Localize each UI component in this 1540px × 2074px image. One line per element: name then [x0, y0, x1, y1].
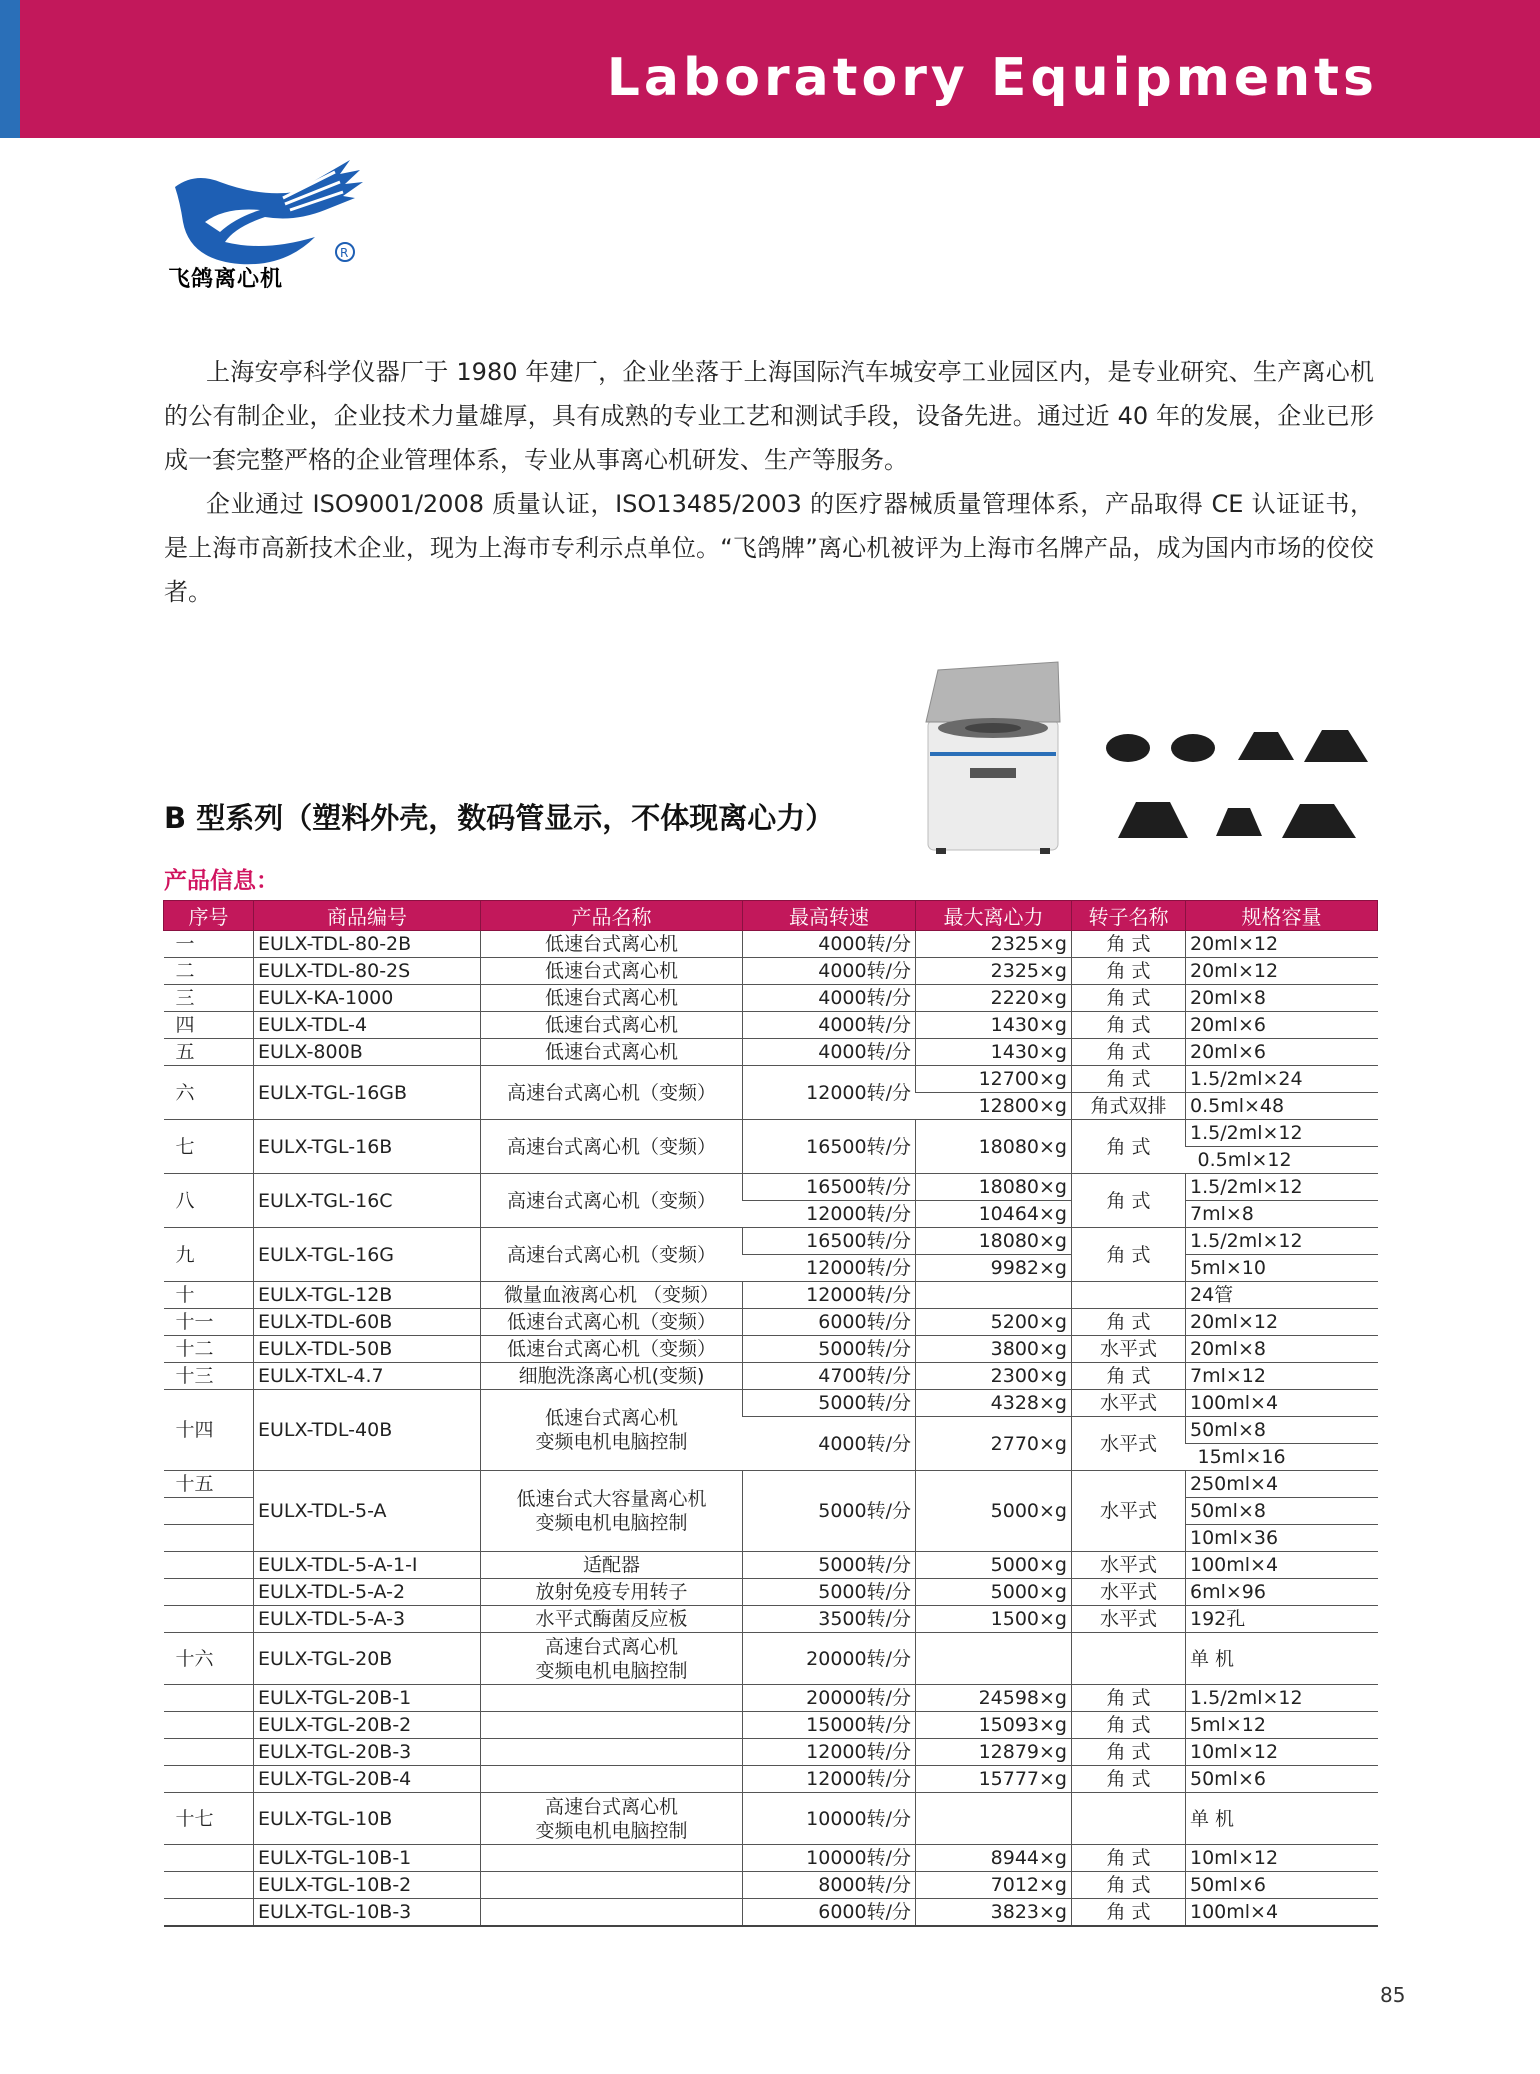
cell-name: 低速台式离心机	[481, 931, 743, 958]
cell-rotor: 角 式	[1072, 1174, 1186, 1228]
cell-code: EULX-TGL-12B	[254, 1282, 481, 1309]
table-row	[164, 1793, 1378, 1845]
cell-speed: 5000转/分	[743, 1471, 916, 1552]
table-row	[164, 985, 1378, 1012]
table-row	[164, 1174, 1378, 1201]
cell-speed: 20000转/分	[743, 1685, 916, 1712]
cell-name	[481, 1899, 743, 1927]
cell-no: 十	[164, 1282, 254, 1309]
cell-capacity: 20ml×6	[1186, 1039, 1378, 1066]
cell-code: EULX-TGL-16B	[254, 1120, 481, 1174]
cell-no	[164, 1579, 254, 1606]
cell-no: 十六	[164, 1633, 254, 1685]
cell-name: 水平式酶菌反应板	[481, 1606, 743, 1633]
cell-speed: 15000转/分	[743, 1712, 916, 1739]
cell-no: 二	[164, 958, 254, 985]
cell-code: EULX-TGL-10B	[254, 1793, 481, 1845]
table-row	[164, 1739, 1378, 1766]
page-number: 85	[1380, 1983, 1406, 2007]
table-row	[164, 1282, 1378, 1309]
rotors-photo	[1098, 708, 1374, 848]
cell-rotor	[1072, 1282, 1186, 1309]
cell-name: 放射免疫专用转子	[481, 1579, 743, 1606]
cell-capacity: 50ml×8	[1186, 1498, 1378, 1525]
centrifuge-photo	[918, 660, 1068, 860]
cell-force: 3800×g	[916, 1336, 1072, 1363]
cell-no: 十二	[164, 1336, 254, 1363]
cell-no: 十一	[164, 1309, 254, 1336]
cell-code: EULX-TXL-4.7	[254, 1363, 481, 1390]
cell-code: EULX-TGL-20B	[254, 1633, 481, 1685]
cell-no: 十三	[164, 1363, 254, 1390]
table-row	[164, 1336, 1378, 1363]
cell-name	[481, 1633, 743, 1685]
cell-no: 十四	[164, 1390, 254, 1471]
cell-rotor	[1072, 1793, 1186, 1845]
cell-name	[481, 1793, 743, 1845]
cell-speed: 4000转/分	[743, 1417, 916, 1471]
cell-capacity: 单 机	[1186, 1793, 1378, 1845]
cell-capacity: 20ml×8	[1186, 1336, 1378, 1363]
cell-speed: 5000转/分	[743, 1552, 916, 1579]
cell-rotor: 角式双排	[1072, 1093, 1186, 1120]
cell-force	[916, 1793, 1072, 1845]
table-row	[164, 1552, 1378, 1579]
cell-no: 八	[164, 1174, 254, 1228]
cell-code: EULX-TGL-10B-3	[254, 1899, 481, 1927]
table-row	[164, 1039, 1378, 1066]
cell-rotor: 角 式	[1072, 1739, 1186, 1766]
cell-capacity: 250ml×4	[1186, 1471, 1378, 1498]
cell-no	[164, 1872, 254, 1899]
intro-paragraph-1: 上海安亭科学仪器厂于 1980 年建厂，企业坐落于上海国际汽车城安亭工业园区内，是专业研究、生产离心机的公有制企业，企业技术力量雄厚，具有成熟的专业工艺和测试手段，设备先进。通过近 40 年的发展，企业已形成一套完整严格的企业管理体系，专业从事离心机研发、生产等服务。	[164, 358, 1374, 474]
product-spec-table	[163, 900, 1378, 1927]
cell-force: 12700×g	[916, 1066, 1072, 1093]
cell-code: EULX-TDL-80-2S	[254, 958, 481, 985]
table-row	[164, 1471, 1378, 1498]
table-row	[164, 1390, 1378, 1417]
cell-rotor: 角 式	[1072, 1363, 1186, 1390]
cell-force: 2220×g	[916, 985, 1072, 1012]
header-accent	[0, 0, 20, 138]
cell-no: 十五	[164, 1471, 254, 1498]
table-row	[164, 1899, 1378, 1927]
cell-speed: 4000转/分	[743, 958, 916, 985]
cell-speed: 16500转/分	[743, 1174, 916, 1201]
cell-name: 低速台式离心机	[481, 985, 743, 1012]
cell-no: 四	[164, 1012, 254, 1039]
cell-speed: 5000转/分	[743, 1579, 916, 1606]
cell-speed: 4700转/分	[743, 1363, 916, 1390]
cell-capacity: 单 机	[1186, 1633, 1378, 1685]
header-cell: 最高转速	[743, 901, 916, 931]
cell-code: EULX-TGL-10B-2	[254, 1872, 481, 1899]
cell-speed: 4000转/分	[743, 1039, 916, 1066]
cell-no	[164, 1552, 254, 1579]
table-row	[164, 1120, 1378, 1147]
cell-rotor: 水平式	[1072, 1417, 1186, 1471]
cell-capacity: 5ml×12	[1186, 1712, 1378, 1739]
cell-force: 5000×g	[916, 1552, 1072, 1579]
cell-capacity: 5ml×10	[1186, 1255, 1378, 1282]
cell-speed: 16500转/分	[743, 1228, 916, 1255]
header-cell: 产品名称	[481, 901, 743, 931]
cell-code: EULX-TDL-5-A-1-I	[254, 1552, 481, 1579]
cell-rotor: 角 式	[1072, 1845, 1186, 1872]
table-row	[164, 1606, 1378, 1633]
cell-force: 2770×g	[916, 1417, 1072, 1471]
cell-code: EULX-TDL-50B	[254, 1336, 481, 1363]
cell-no: 五	[164, 1039, 254, 1066]
cell-no	[164, 1899, 254, 1927]
cell-no	[164, 1766, 254, 1793]
cell-name: 细胞洗涤离心机(变频)	[481, 1363, 743, 1390]
cell-capacity: 20ml×6	[1186, 1012, 1378, 1039]
header-cell: 商品编号	[254, 901, 481, 931]
cell-speed: 3500转/分	[743, 1606, 916, 1633]
header-cell: 转子名称	[1072, 901, 1186, 931]
header-cell: 序号	[164, 901, 254, 931]
cell-name: 低速台式离心机（变频）	[481, 1336, 743, 1363]
cell-no: 七	[164, 1120, 254, 1174]
table-row	[164, 1872, 1378, 1899]
cell-name-line: 变频电机电脑控制	[535, 1512, 688, 1534]
cell-code: EULX-TGL-20B-4	[254, 1766, 481, 1793]
cell-name: 适配器	[481, 1552, 743, 1579]
cell-force: 2325×g	[916, 931, 1072, 958]
cell-force: 24598×g	[916, 1685, 1072, 1712]
cell-rotor: 角 式	[1072, 958, 1186, 985]
cell-code: EULX-KA-1000	[254, 985, 481, 1012]
cell-name	[481, 1471, 743, 1552]
cell-name-line: 变频电机电脑控制	[535, 1659, 688, 1682]
cell-rotor: 角 式	[1072, 1899, 1186, 1927]
header-cell: 规格容量	[1186, 901, 1378, 931]
cell-speed: 10000转/分	[743, 1793, 916, 1845]
cell-capacity: 10ml×12	[1186, 1845, 1378, 1872]
cell-no	[164, 1525, 254, 1552]
cell-name	[481, 1739, 743, 1766]
cell-force: 2325×g	[916, 958, 1072, 985]
cell-speed: 4000转/分	[743, 985, 916, 1012]
cell-no	[164, 1498, 254, 1525]
cell-force: 4328×g	[916, 1390, 1072, 1417]
cell-code: EULX-TGL-20B-1	[254, 1685, 481, 1712]
cell-code: EULX-TGL-16C	[254, 1174, 481, 1228]
cell-force: 18080×g	[916, 1120, 1072, 1174]
cell-name: 低速台式离心机	[481, 1012, 743, 1039]
cell-name-line: 高速台式离心机	[544, 1635, 678, 1658]
cell-speed: 6000转/分	[743, 1309, 916, 1336]
table-row	[164, 1766, 1378, 1793]
cell-force: 18080×g	[916, 1228, 1072, 1255]
cell-name-line: 低速台式大容量离心机	[516, 1488, 707, 1510]
cell-rotor: 角 式	[1072, 1309, 1186, 1336]
table-row	[164, 1012, 1378, 1039]
cell-capacity: 0.5ml×48	[1186, 1093, 1378, 1120]
cell-speed: 12000转/分	[743, 1255, 916, 1282]
cell-capacity: 20ml×12	[1186, 931, 1378, 958]
cell-speed: 12000转/分	[743, 1766, 916, 1793]
cell-speed: 12000转/分	[743, 1282, 916, 1309]
cell-name: 高速台式离心机（变频）	[481, 1066, 743, 1120]
cell-capacity: 1.5/2ml×12	[1186, 1120, 1378, 1147]
cell-rotor: 角 式	[1072, 1066, 1186, 1093]
table-row	[164, 1228, 1378, 1255]
cell-name-line: 变频电机电脑控制	[535, 1819, 688, 1842]
cell-force: 2300×g	[916, 1363, 1072, 1390]
section-title: B 型系列（塑料外壳，数码管显示，不体现离心力）	[164, 801, 835, 835]
cell-force: 12800×g	[916, 1093, 1072, 1120]
cell-name	[481, 1712, 743, 1739]
cell-capacity: 20ml×12	[1186, 1309, 1378, 1336]
intro-paragraph-2: 企业通过 ISO9001/2008 质量认证，ISO13485/2003 的医疗器械质量管理体系，产品取得 CE 认证证书，是上海市高新技术企业，现为上海市专利示点单位。“飞鸽牌”离心机被评为上海市名牌产品，成为国内市场的佼佼者。	[164, 490, 1374, 606]
cell-rotor: 角 式	[1072, 1039, 1186, 1066]
cell-rotor: 水平式	[1072, 1606, 1186, 1633]
cell-code: EULX-TGL-16GB	[254, 1066, 481, 1120]
page-title: Laboratory Equipments	[606, 48, 1378, 108]
cell-name: 低速台式离心机	[481, 958, 743, 985]
cell-rotor: 角 式	[1072, 1012, 1186, 1039]
cell-name: 高速台式离心机（变频）	[481, 1228, 743, 1282]
cell-force: 5000×g	[916, 1579, 1072, 1606]
cell-name	[481, 1845, 743, 1872]
cell-speed: 4000转/分	[743, 931, 916, 958]
cell-no: 九	[164, 1228, 254, 1282]
cell-capacity: 10ml×36	[1186, 1525, 1378, 1552]
cell-speed: 5000转/分	[743, 1336, 916, 1363]
cell-name	[481, 1685, 743, 1712]
cell-code: EULX-TGL-10B-1	[254, 1845, 481, 1872]
cell-rotor: 角 式	[1072, 931, 1186, 958]
cell-code: EULX-TGL-16G	[254, 1228, 481, 1282]
cell-capacity: 50ml×6	[1186, 1872, 1378, 1899]
svg-text:R: R	[340, 246, 349, 260]
cell-capacity: 24管	[1186, 1282, 1378, 1309]
cell-force: 3823×g	[916, 1899, 1072, 1927]
cell-code: EULX-TGL-20B-3	[254, 1739, 481, 1766]
cell-force: 5200×g	[916, 1309, 1072, 1336]
cell-force: 1430×g	[916, 1012, 1072, 1039]
cell-speed: 5000转/分	[743, 1390, 916, 1417]
cell-force: 8944×g	[916, 1845, 1072, 1872]
cell-code: EULX-TDL-5-A-3	[254, 1606, 481, 1633]
cell-rotor: 角 式	[1072, 1685, 1186, 1712]
cell-force: 12879×g	[916, 1739, 1072, 1766]
cell-no	[164, 1712, 254, 1739]
cell-name: 低速台式离心机（变频）	[481, 1309, 743, 1336]
cell-no: 十七	[164, 1793, 254, 1845]
cell-name-line: 高速台式离心机	[544, 1795, 678, 1818]
cell-name	[481, 1872, 743, 1899]
cell-capacity: 1.5/2ml×12	[1186, 1228, 1378, 1255]
table-header-row	[164, 901, 1378, 931]
cell-rotor: 角 式	[1072, 1766, 1186, 1793]
cell-capacity: 10ml×12	[1186, 1739, 1378, 1766]
cell-no	[164, 1845, 254, 1872]
cell-code: EULX-TDL-5-A-2	[254, 1579, 481, 1606]
cell-force: 15093×g	[916, 1712, 1072, 1739]
cell-code: EULX-800B	[254, 1039, 481, 1066]
cell-speed: 8000转/分	[743, 1872, 916, 1899]
cell-capacity: 100ml×4	[1186, 1390, 1378, 1417]
table-row	[164, 1309, 1378, 1336]
cell-name: 高速台式离心机（变频）	[481, 1174, 743, 1228]
cell-force: 5000×g	[916, 1471, 1072, 1552]
cell-capacity: 100ml×4	[1186, 1552, 1378, 1579]
cell-name	[481, 1390, 743, 1471]
cell-capacity: 6ml×96	[1186, 1579, 1378, 1606]
cell-speed: 12000转/分	[743, 1066, 916, 1120]
cell-name: 低速台式离心机	[481, 1039, 743, 1066]
cell-rotor: 水平式	[1072, 1579, 1186, 1606]
cell-rotor: 角 式	[1072, 985, 1186, 1012]
cell-no: 三	[164, 985, 254, 1012]
cell-code: EULX-TDL-80-2B	[254, 931, 481, 958]
cell-no: 一	[164, 931, 254, 958]
cell-rotor: 水平式	[1072, 1390, 1186, 1417]
cell-capacity: 7ml×12	[1186, 1363, 1378, 1390]
cell-speed: 16500转/分	[743, 1120, 916, 1174]
cell-name: 高速台式离心机（变频）	[481, 1120, 743, 1174]
cell-force: 1430×g	[916, 1039, 1072, 1066]
cell-code: EULX-TDL-40B	[254, 1390, 481, 1471]
cell-capacity: 50ml×6	[1186, 1766, 1378, 1793]
cell-name	[481, 1766, 743, 1793]
cell-no	[164, 1606, 254, 1633]
table-row	[164, 1845, 1378, 1872]
cell-force: 15777×g	[916, 1766, 1072, 1793]
cell-code: EULX-TDL-5-A	[254, 1471, 481, 1552]
cell-rotor	[1072, 1633, 1186, 1685]
cell-rotor: 角 式	[1072, 1120, 1186, 1174]
cell-code: EULX-TDL-4	[254, 1012, 481, 1039]
cell-speed: 12000转/分	[743, 1739, 916, 1766]
cell-code: EULX-TDL-60B	[254, 1309, 481, 1336]
cell-rotor: 水平式	[1072, 1552, 1186, 1579]
cell-name: 微量血液离心机 （变频）	[481, 1282, 743, 1309]
cell-rotor: 角 式	[1072, 1872, 1186, 1899]
cell-force	[916, 1633, 1072, 1685]
cell-rotor: 角 式	[1072, 1712, 1186, 1739]
cell-no	[164, 1685, 254, 1712]
intro-text	[164, 350, 1374, 614]
cell-code: EULX-TGL-20B-2	[254, 1712, 481, 1739]
cell-rotor: 水平式	[1072, 1471, 1186, 1552]
cell-capacity: 50ml×8	[1186, 1417, 1378, 1444]
cell-force	[916, 1282, 1072, 1309]
table-row	[164, 1579, 1378, 1606]
table-row	[164, 958, 1378, 985]
cell-capacity: 1.5/2ml×24	[1186, 1066, 1378, 1093]
table-row	[164, 1363, 1378, 1390]
cell-name-line: 变频电机电脑控制	[535, 1431, 688, 1453]
cell-capacity: 100ml×4	[1186, 1899, 1378, 1927]
cell-speed: 12000转/分	[743, 1201, 916, 1228]
table-row	[164, 1712, 1378, 1739]
cell-capacity: 192孔	[1186, 1606, 1378, 1633]
cell-force: 1500×g	[916, 1606, 1072, 1633]
cell-capacity: 7ml×8	[1186, 1201, 1378, 1228]
table-row	[164, 1685, 1378, 1712]
header-cell: 最大离心力	[916, 901, 1072, 931]
cell-no: 六	[164, 1066, 254, 1120]
table-row	[164, 931, 1378, 958]
cell-capacity: 0.5ml×12	[1186, 1147, 1378, 1174]
cell-speed: 20000转/分	[743, 1633, 916, 1685]
cell-capacity: 15ml×16	[1186, 1444, 1378, 1471]
cell-speed: 10000转/分	[743, 1845, 916, 1872]
cell-name-line: 低速台式离心机	[544, 1407, 678, 1429]
cell-force: 7012×g	[916, 1872, 1072, 1899]
cell-rotor: 水平式	[1072, 1336, 1186, 1363]
cell-force: 9982×g	[916, 1255, 1072, 1282]
cell-capacity: 1.5/2ml×12	[1186, 1174, 1378, 1201]
cell-speed: 4000转/分	[743, 1012, 916, 1039]
cell-capacity: 20ml×12	[1186, 958, 1378, 985]
table-row	[164, 1633, 1378, 1685]
cell-force: 18080×g	[916, 1174, 1072, 1201]
cell-rotor: 角 式	[1072, 1228, 1186, 1282]
cell-force: 10464×g	[916, 1201, 1072, 1228]
cell-speed: 6000转/分	[743, 1899, 916, 1927]
cell-capacity: 1.5/2ml×12	[1186, 1685, 1378, 1712]
cell-no	[164, 1739, 254, 1766]
logo-caption: 飞鸽离心机	[168, 267, 284, 292]
cell-capacity: 20ml×8	[1186, 985, 1378, 1012]
table-row	[164, 1066, 1378, 1093]
section-subtitle: 产品信息：	[164, 868, 279, 894]
